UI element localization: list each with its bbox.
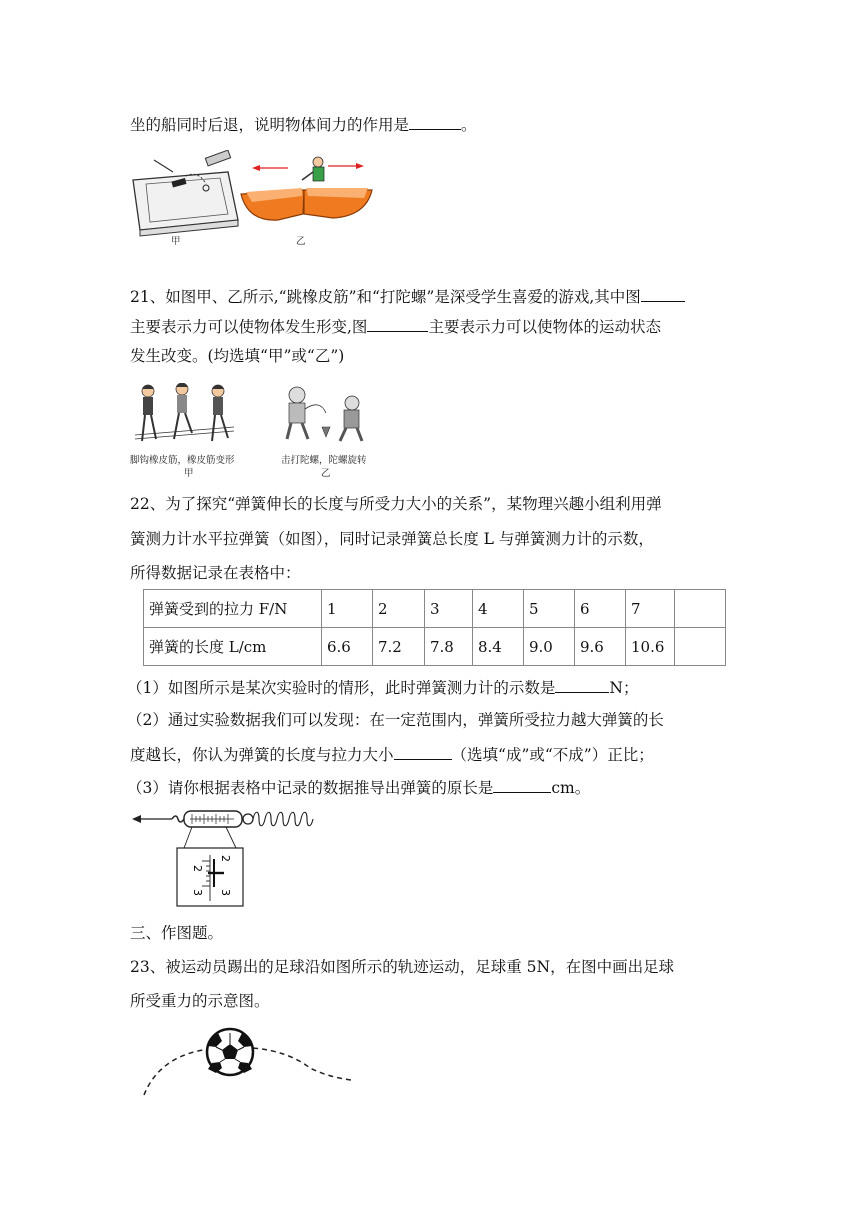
- table-cell: 6.6: [322, 628, 373, 666]
- spring-coil: [253, 812, 313, 826]
- trajectory-right: [253, 1048, 351, 1080]
- q21-text1: 21、如图甲、乙所示,“跳橡皮筋”和“打陀螺”是深受学生喜爱的游戏,其中图: [130, 288, 641, 306]
- table-cell: 8.4: [473, 628, 524, 666]
- q22-line1: 22、为了探究“弹簧伸长的长度与所受力大小的关系”，某物理兴趣小组利用弹: [130, 495, 662, 513]
- q21-fig-label-b: 乙: [321, 468, 331, 479]
- q22-answer-blank-1[interactable]: [555, 676, 609, 693]
- q20-fig-label-a: 甲: [171, 236, 181, 247]
- rubber-band-illustration: [135, 383, 234, 441]
- table-cell: 1: [322, 590, 373, 628]
- scale-label-3b: 3: [219, 889, 232, 896]
- q22-answer-blank-3[interactable]: [493, 776, 551, 793]
- q22-sub3: [127, 776, 590, 798]
- arrow-head-icon: [132, 815, 141, 823]
- q22-answer-blank-2[interactable]: [394, 743, 452, 760]
- q21-fig-label-a: 甲: [184, 468, 194, 479]
- table-row: [144, 590, 726, 628]
- scale-label-3: 3: [191, 889, 204, 896]
- data-table: [143, 589, 726, 666]
- q22-sub1-unit: N；: [609, 679, 639, 697]
- q21-text2b: 主要表示力可以使物体的运动状态: [428, 318, 661, 336]
- ring-icon: [243, 814, 253, 824]
- q22-sub2b-text: 度越长，你认为弹簧的长度与拉力大小: [130, 746, 394, 764]
- boat-illustration: [241, 157, 372, 220]
- table-cell: 9.0: [524, 628, 575, 666]
- q21-line2: [130, 315, 661, 337]
- table-row: [144, 628, 726, 666]
- scale-label-2: 2: [191, 865, 204, 872]
- q20-figure: [128, 150, 378, 238]
- q20-tail-text: 坐的船同时后退，说明物体间力的作用是: [130, 116, 410, 134]
- scale-label-2b: 2: [219, 855, 232, 862]
- table-cell: 7: [626, 590, 675, 628]
- table-illustration: [133, 150, 238, 236]
- q21-line1: [130, 285, 685, 307]
- q20-answer-blank[interactable]: [409, 113, 461, 130]
- table-cell: 5: [524, 590, 575, 628]
- q22-sub2c-text: （选填“成”或“不成”）正比；: [451, 746, 654, 764]
- table-cell: 7.8: [425, 628, 473, 666]
- table-cell: 6: [575, 590, 626, 628]
- spring-balance-figure: [130, 805, 330, 910]
- q22-sub3-text: （3）请你根据表格中记录的数据推导出弹簧的原长是: [127, 779, 494, 797]
- table-cell: 9.6: [575, 628, 626, 666]
- q21-fig-caption-a: 脚钩橡皮筋，橡皮筋变形: [130, 455, 235, 466]
- table-row-header: 弹簧的长度 L/cm: [144, 628, 322, 666]
- table-cell: 7.2: [373, 628, 425, 666]
- table-cell: [675, 628, 726, 666]
- spinning-top-illustration: [287, 387, 362, 441]
- q21-text2a: 主要表示力可以使物体发生形变,图: [130, 318, 368, 336]
- q21-figure: [130, 383, 370, 451]
- q22-sub2b-line: [130, 743, 654, 765]
- table-row-header: 弹簧受到的拉力 F/N: [144, 590, 322, 628]
- football-trajectory-figure: [138, 1025, 358, 1100]
- table-cell: 4: [473, 590, 524, 628]
- table-cell: 3: [425, 590, 473, 628]
- q21-answer-blank-1[interactable]: [641, 285, 685, 302]
- q21-line3: 发生改变。(均选填“甲”或“乙”): [130, 347, 345, 365]
- q22-sub1: [127, 676, 638, 698]
- section-3-title: 三、作图题。: [130, 924, 224, 942]
- q22-line2: 簧测力计水平拉弹簧（如图），同时记录弹簧总长度 L 与弹簧测力计的示数，: [130, 530, 654, 548]
- q22-sub3-unit: cm。: [551, 779, 591, 797]
- table-cell: [675, 590, 726, 628]
- q22-sub1-text: （1）如图所示是某次实验时的情形，此时弹簧测力计的示数是: [127, 679, 556, 697]
- hook-icon: [172, 816, 184, 822]
- q21-fig-caption-b: 击打陀螺，陀螺旋转: [281, 455, 367, 466]
- table-cell: 10.6: [626, 628, 675, 666]
- table-cell: 2: [373, 590, 425, 628]
- q22-sub2a: （2）通过实验数据我们可以发现：在一定范围内，弹簧所受拉力越大弹簧的长: [127, 711, 664, 729]
- q20-tail-line: [130, 113, 477, 135]
- q23-line1: 23、被运动员踢出的足球沿如图所示的轨迹运动，足球重 5N，在图中画出足球: [130, 958, 675, 976]
- q23-line2: 所受重力的示意图。: [130, 992, 270, 1010]
- q20-fig-label-b: 乙: [296, 236, 306, 247]
- q20-tail-end: 。: [461, 116, 477, 134]
- football-icon[interactable]: [207, 1029, 253, 1075]
- q22-line3: 所得数据记录在表格中：: [130, 564, 301, 582]
- q21-answer-blank-2[interactable]: [367, 315, 428, 332]
